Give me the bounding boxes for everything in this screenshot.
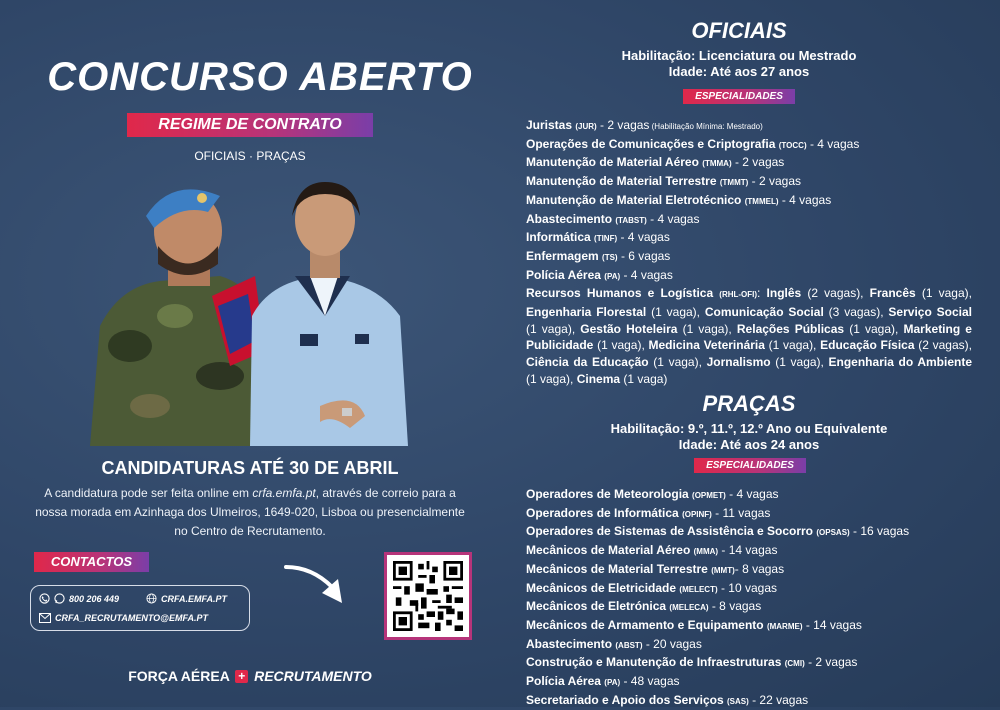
list-item bbox=[526, 248, 972, 267]
specialty-code: (PA) bbox=[604, 271, 621, 281]
sub-specialty-vagas: (1 vaga), bbox=[764, 338, 821, 353]
list-item bbox=[526, 580, 972, 599]
specialty-vagas: - 4 vagas bbox=[725, 487, 779, 501]
specialty-vagas: - 4 vagas bbox=[620, 267, 673, 282]
sub-specialty-vagas: (1 vaga), bbox=[770, 355, 829, 370]
footer-brand: FORÇA AÉREA + RECRUTAMENTO bbox=[128, 668, 372, 684]
sub-specialty-vagas: (1 vaga), bbox=[646, 305, 705, 320]
oficiais-especialidades-badge: ESPECIALIDADES bbox=[683, 89, 795, 104]
specialty-name: Recursos Humanos e Logística bbox=[526, 286, 714, 301]
application-instructions: A candidatura pode ser feita online em crfa.emfa.pt, através de correio para a nossa morada em Azinhaga dos Ulmeiros, 1649-020, Lisboa ou presencialmente no Centro de Recrutamento. bbox=[35, 486, 465, 538]
specialty-code: (TMMA) bbox=[702, 159, 732, 169]
specialty-name: Operações de Comunicações e Criptografia bbox=[526, 136, 776, 151]
list-item bbox=[526, 542, 972, 561]
specialty-name: Polícia Aérea bbox=[526, 267, 601, 282]
list-item bbox=[526, 673, 972, 692]
sub-specialty-name: Jornalismo bbox=[706, 355, 771, 370]
specialty-vagas: - 8 vagas bbox=[708, 599, 762, 614]
list-item bbox=[526, 117, 972, 136]
deadline-heading: CANDIDATURAS ATÉ 30 DE ABRIL bbox=[101, 458, 399, 478]
specialty-name: Mecânicos de Eletricidade bbox=[526, 580, 677, 595]
list-item bbox=[526, 636, 972, 655]
specialty-code: (TABST) bbox=[615, 215, 647, 225]
specialty-vagas: - 10 vagas bbox=[717, 580, 777, 595]
pracas-habilitacao: Habilitação: 9.º, 11.º, 12.º Ano ou Equivalente bbox=[610, 421, 888, 436]
specialty-code: (TMMEL) bbox=[744, 196, 779, 206]
pracas-list bbox=[526, 486, 972, 710]
specialty-name: Secretariado e Apoio dos Serviços bbox=[526, 692, 724, 707]
specialty-vagas: - 2 vagas bbox=[596, 118, 650, 132]
list-item bbox=[526, 561, 972, 580]
specialty-code: (TMMT) bbox=[719, 178, 749, 188]
specialty-name: Operadores de Meteorologia bbox=[526, 487, 689, 501]
specialty-code: (OPINF) bbox=[682, 509, 712, 519]
email-icon bbox=[39, 613, 51, 623]
specialty-code: (PA) bbox=[604, 678, 621, 688]
list-item bbox=[526, 229, 972, 248]
specialty-vagas: - 8 vagas bbox=[734, 561, 785, 576]
list-item bbox=[526, 692, 972, 710]
sub-specialty-vagas: (1 vaga), bbox=[915, 286, 972, 301]
globe-icon bbox=[146, 593, 157, 604]
specialty-code: (MMT) bbox=[711, 565, 735, 575]
sub-specialty-vagas: (3 vagas), bbox=[823, 305, 889, 320]
sub-specialty-vagas: (1 vaga), bbox=[677, 321, 737, 336]
specialty-name: Construção e Manutenção de Infraestruturas bbox=[526, 655, 782, 670]
specialty-vagas: - 2 vagas bbox=[731, 155, 785, 170]
list-item bbox=[526, 136, 972, 155]
oficiais-title: OFICIAIS bbox=[691, 18, 787, 43]
sub-specialty-name: Engenharia do Ambiente bbox=[828, 355, 973, 370]
list-item bbox=[526, 617, 972, 636]
military-personnel-photo bbox=[80, 176, 420, 446]
specialty-name: Enfermagem bbox=[526, 248, 599, 263]
specialty-name: Abastecimento bbox=[526, 636, 613, 651]
application-link[interactable]: crfa.emfa.pt bbox=[252, 486, 316, 500]
list-item bbox=[526, 486, 972, 505]
sub-specialty-name: Inglês bbox=[766, 286, 802, 301]
contacts-box bbox=[30, 585, 250, 631]
specialty-name: Mecânicos de Armamento e Equipamento bbox=[526, 617, 764, 632]
specialty-code: (MELECA) bbox=[669, 603, 709, 613]
contacts-label: CONTACTOS bbox=[34, 552, 149, 572]
sub-specialty-name: Serviço Social bbox=[888, 305, 972, 320]
specialty-code: (TOCC) bbox=[778, 140, 807, 150]
sub-specialty-vagas: (1 vaga), bbox=[648, 355, 707, 370]
phone-icon bbox=[39, 593, 50, 604]
specialty-name: Juristas bbox=[526, 118, 573, 132]
list-item bbox=[526, 505, 972, 524]
specialty-name: Informática bbox=[526, 230, 591, 245]
sub-specialty-vagas: (1 vaga), bbox=[526, 321, 581, 336]
specialty-code: (MARME) bbox=[766, 621, 803, 631]
phone-number: 800 206 449 bbox=[69, 593, 120, 604]
pracas-title: PRAÇAS bbox=[702, 391, 796, 416]
qr-code-icon bbox=[393, 561, 463, 631]
specialty-code: (OPMET) bbox=[692, 491, 726, 500]
sub-specialty-vagas: (1 vaga), bbox=[844, 321, 904, 336]
specialty-vagas: - 22 vagas bbox=[748, 692, 809, 707]
specialty-code: (MMA) bbox=[693, 547, 719, 557]
pracas-idade: Idade: Até aos 24 anos bbox=[678, 437, 820, 452]
specialty-vagas: - 4 vagas bbox=[617, 230, 670, 245]
sub-specialty-name: Educação Física bbox=[820, 338, 915, 353]
list-item bbox=[526, 654, 972, 673]
specialty-vagas: - 4 vagas bbox=[646, 211, 700, 226]
list-item bbox=[526, 598, 972, 617]
email-address: CRFA_RECRUTAMENTO@EMFA.PT bbox=[55, 613, 208, 623]
specialty-vagas: - 4 vagas bbox=[778, 192, 832, 207]
categories-label: OFICIAIS · PRAÇAS bbox=[194, 149, 306, 163]
specialty-name: Mecânicos de Eletrónica bbox=[526, 599, 667, 614]
oficiais-habilitacao: Habilitação: Licenciatura ou Mestrado bbox=[621, 48, 857, 63]
sub-specialty-vagas: (1 vaga), bbox=[526, 371, 577, 386]
specialty-code: (CMI) bbox=[784, 659, 805, 669]
specialty-name: Mecânicos de Material Terrestre bbox=[526, 561, 708, 576]
specialty-name: Manutenção de Material Aéreo bbox=[526, 155, 699, 170]
qr-code[interactable] bbox=[384, 552, 472, 640]
sub-specialty-name: Francês bbox=[869, 286, 916, 301]
oficiais-list bbox=[526, 117, 972, 388]
phone-contact[interactable] bbox=[39, 593, 119, 604]
specialty-name: Manutenção de Material Eletrotécnico bbox=[526, 192, 742, 207]
specialty-code: (RHL-OFI) bbox=[719, 290, 758, 300]
list-item bbox=[526, 154, 972, 173]
list-item bbox=[526, 173, 972, 192]
specialty-vagas: - 6 vagas bbox=[617, 248, 671, 263]
sub-specialty-vagas: (1 vaga), bbox=[593, 338, 649, 353]
specialty-code: (MELECT) bbox=[679, 584, 718, 594]
list-item bbox=[526, 192, 972, 211]
specialty-name: Operadores de Sistemas de Assistência e Socorro bbox=[526, 524, 814, 539]
specialty-vagas: - 2 vagas bbox=[804, 655, 858, 670]
arrow-icon bbox=[282, 555, 360, 615]
sub-specialty-vagas: (2 vagas), bbox=[914, 338, 972, 353]
sub-specialty-name: Gestão Hoteleira bbox=[580, 321, 678, 336]
list-item-rhl: Recursos Humanos e Logística (RHL-OFI): Inglês (2 vagas), Francês (1 vaga), Engenharia Florestal (1 vaga), Comunicação Social (3 vagas), Serviço Social (1 vaga), Gestão Hoteleira (1 vaga), Relações Públicas (1 vaga), Marketing e Publicidade (1 vaga), Medicina Veterinária (1 vaga), Educação Física (2 vagas), Ciência da Educação (1 vaga), Jornalismo (1 vaga), Engenharia do Ambiente (1 vaga), Cinema (1 vaga) bbox=[526, 286, 973, 386]
specialty-code: (TINF) bbox=[594, 234, 618, 244]
email-contact[interactable] bbox=[39, 613, 208, 623]
list-item bbox=[526, 523, 972, 542]
specialty-code: (JUR) bbox=[575, 122, 597, 131]
specialty-vagas: - 16 vagas bbox=[849, 524, 910, 539]
sub-specialty-vagas: (2 vagas), bbox=[801, 286, 870, 301]
list-item bbox=[526, 211, 972, 230]
website-contact[interactable] bbox=[146, 593, 227, 604]
sub-specialty-name: Relações Públicas bbox=[736, 321, 845, 336]
sub-specialty-name: Comunicação Social bbox=[704, 305, 824, 320]
specialty-note: (Habilitação Mínima: Mestrado) bbox=[649, 122, 763, 131]
specialty-name: Operadores de Informática bbox=[526, 505, 679, 520]
specialty-vagas: - 11 vagas bbox=[711, 505, 771, 520]
regime-banner: REGIME DE CONTRATO bbox=[127, 113, 373, 137]
sub-specialty-name: Ciência da Educação bbox=[526, 355, 649, 370]
specialty-code: (ABST) bbox=[615, 640, 643, 650]
specialty-vagas: - 4 vagas bbox=[806, 136, 860, 151]
sub-specialty-name: Cinema bbox=[576, 371, 621, 386]
specialty-code: (SAS) bbox=[726, 696, 749, 706]
plus-icon: + bbox=[235, 670, 248, 683]
specialty-vagas: - 20 vagas bbox=[642, 636, 702, 651]
specialty-vagas: - 48 vagas bbox=[620, 674, 680, 689]
sub-specialty-name: Engenharia Florestal bbox=[526, 305, 647, 320]
specialty-vagas: - 14 vagas bbox=[718, 543, 778, 558]
oficiais-idade: Idade: Até aos 27 anos bbox=[668, 64, 810, 79]
specialty-vagas: - 2 vagas bbox=[748, 174, 801, 189]
specialty-name: Polícia Aérea bbox=[526, 674, 601, 689]
specialty-name: Mecânicos de Material Aéreo bbox=[526, 543, 691, 558]
website-url: CRFA.EMFA.PT bbox=[161, 593, 228, 604]
sub-specialty-name: Marketing e Publicidade bbox=[526, 321, 972, 353]
sub-specialty-vagas: (1 vaga) bbox=[620, 371, 668, 386]
sub-specialty-name: Medicina Veterinária bbox=[648, 338, 765, 353]
specialty-code: (OPSAS) bbox=[816, 528, 850, 538]
specialty-vagas: - 14 vagas bbox=[802, 617, 862, 632]
pracas-especialidades-badge: ESPECIALIDADES bbox=[694, 458, 806, 473]
specialty-code: (TS) bbox=[602, 252, 618, 262]
specialty-name: Abastecimento bbox=[526, 211, 613, 226]
specialty-name: Manutenção de Material Terrestre bbox=[526, 174, 717, 189]
poster-title: CONCURSO ABERTO bbox=[47, 55, 473, 99]
list-item bbox=[526, 267, 972, 286]
whatsapp-icon bbox=[54, 593, 65, 604]
